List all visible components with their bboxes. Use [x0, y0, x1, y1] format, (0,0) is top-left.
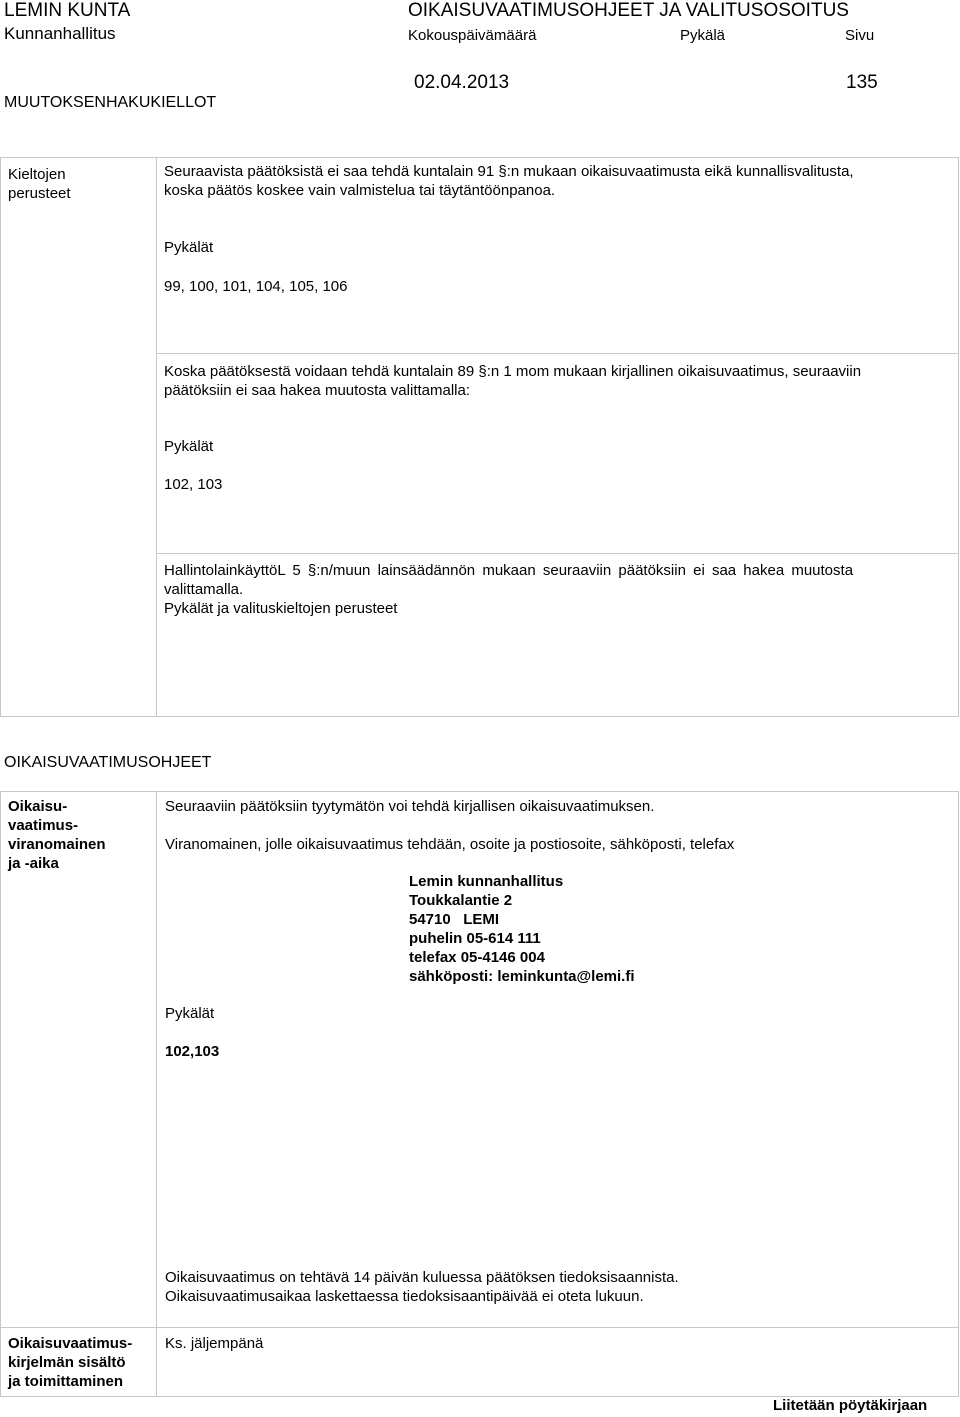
authority-name: Lemin kunnanhallitus: [409, 873, 564, 890]
deadline-paragraph: Oikaisuvaatimus on tehtävä 14 päivän kuluessa päätöksen tiedoksisaannista. Oikaisuvaatimusaikaa laskettaessa tiedoksisaantipäivää ei oteta lukuun.: [165, 1269, 679, 1305]
authority-email: sähköposti: leminkunta@lemi.fi: [409, 968, 635, 985]
authority-street: Toukkalantie 2: [409, 892, 513, 909]
ban-paragraph-3: HallintolainkäyttöL 5 §:n/muun lainsäädännön mukaan seuraaviin päätöksiin ei saa hakea muutosta valittamalla.: [164, 562, 854, 598]
authority-line: Viranomainen, jolle oikaisuvaatimus tehdään, osoite ja postiosoite, sähköposti, telefax: [165, 836, 735, 853]
ban-paragraph-2: Koska päätöksestä voidaan tehdä kuntalain 89 §:n 1 mom mukaan kirjallinen oikaisuvaatimus, seuraaviin päätöksiin ei saa hakea muutosta valittamalla:: [164, 363, 862, 399]
column-divider: [156, 791, 157, 1397]
row-divider: [0, 1327, 959, 1328]
instructions-intro: Seuraaviin päätöksiin tyytymätön voi tehdä kirjallisen oikaisuvaatimuksen.: [165, 798, 655, 815]
org-name: LEMIN KUNTA: [4, 0, 131, 21]
instructions-sections: 102,103: [165, 1043, 220, 1060]
section-title: MUUTOKSENHAKUKIELLOT: [4, 94, 217, 111]
section-column-label: Pykälä: [680, 27, 726, 44]
authority-postal: 54710 LEMI: [409, 911, 500, 928]
ban-paragraph-1: Seuraavista päätöksistä ei saa tehdä kuntalain 91 §:n mukaan oikaisuvaatimusta eikä kunnallisvalitusta, koska päätös koskee vain valmistelua tai täytäntöönpanoa.: [164, 163, 854, 199]
ban-1-sections-label: Pykälät: [164, 239, 214, 256]
authority-and-time-label: Oikaisu- vaatimus- viranomainen ja -aika: [8, 798, 106, 872]
ban-grounds-label: Kieltojen perusteet: [8, 166, 71, 202]
ban-2-sections: 102, 103: [164, 476, 223, 493]
appeal-bans-box: [0, 157, 959, 717]
claim-content-reference: Ks. jäljempänä: [165, 1335, 264, 1352]
authority-phone: puhelin 05-614 111: [409, 930, 541, 947]
date-column-label: Kokouspäivämäärä: [408, 27, 537, 44]
department-name: Kunnanhallitus: [4, 24, 116, 43]
meeting-date: 02.04.2013: [414, 72, 510, 93]
page-number: 135: [846, 72, 878, 93]
attach-to-minutes-note: Liitetään pöytäkirjaan: [773, 1397, 928, 1414]
claim-content-label: Oikaisuvaatimus- kirjelmän sisältö ja toimittaminen: [8, 1335, 133, 1390]
authority-address: [409, 872, 809, 986]
page-column-label: Sivu: [845, 27, 875, 44]
ban-2-sections-label: Pykälät: [164, 438, 214, 455]
row-divider: [156, 553, 959, 554]
row-divider: [156, 353, 959, 354]
instructions-sections-label: Pykälät: [165, 1005, 215, 1022]
ban-3-sections-label: Pykälät ja valituskieltojen perusteet: [164, 600, 398, 617]
authority-fax: telefax 05-4146 004: [409, 949, 545, 966]
instructions-heading: OIKAISUVAATIMUSOHJEET: [4, 754, 212, 771]
document-title: OIKAISUVAATIMUSOHJEET JA VALITUSOSOITUS: [408, 0, 849, 21]
ban-1-sections: 99, 100, 101, 104, 105, 106: [164, 278, 348, 295]
column-divider: [156, 157, 157, 717]
